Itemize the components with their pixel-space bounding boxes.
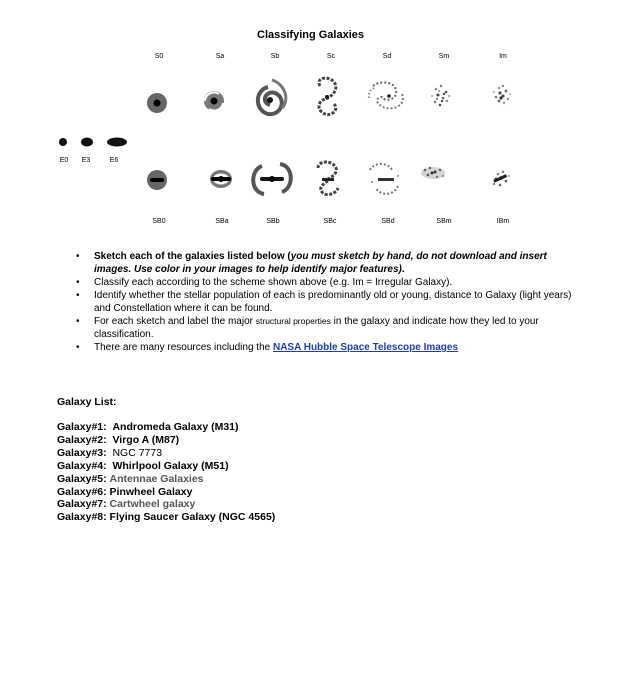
galaxy-list-title: Galaxy List: [57,396,117,408]
list-item: Galaxy#4: Whirlpool Galaxy (M51) [57,459,229,472]
label-sm: Sm [438,53,450,60]
label-sd: Sd [382,53,392,60]
label-e3: E3 [81,157,91,164]
galaxy-sbm-icon [421,167,445,179]
label-e0: E0 [59,157,69,164]
nasa-hubble-link[interactable]: NASA Hubble Space Telescope Images [272,342,459,353]
galaxy-list [57,421,275,524]
label-sbc: SBc [323,218,337,225]
label-im: Im [499,53,507,60]
galaxy-sbb-icon [253,164,291,194]
label-sc: Sc [326,53,336,60]
label-sb: Sb [270,53,280,60]
list-item: Galaxy#6: Pinwheel Galaxy [57,485,193,498]
instruction-identify: • Identify whether the stellar population of each is predominantly old or young, distance to Galaxy (light years) and Constellation where it can be found. [76,289,576,315]
label-sba: SBa [215,218,229,225]
galaxy-sd-icon [369,83,403,109]
instruction-sketch: • Sketch each of the galaxies listed below (you must sketch by hand, do not download and insert images. Use color in your images to help identify major features). [76,250,576,276]
list-item: Galaxy#8: Flying Saucer Galaxy (NGC 4565) [57,511,276,524]
galaxy-sbd-icon [370,164,399,194]
galaxy-sb0-icon [147,170,167,190]
hubble-tuning-fork-diagram [0,0,621,240]
label-sbd: SBd [381,218,395,225]
galaxy-im-icon [493,85,511,104]
galaxy-sb-icon [258,80,286,114]
galaxy-sm-icon [431,85,450,106]
label-sbb: SBb [266,218,280,225]
spiral-row [147,78,511,114]
list-item: Galaxy#2: Virgo A (M87) [57,433,180,446]
galaxy-sbc-icon [318,162,338,195]
instruction-label: • For each sketch and label the major structural properties in the galaxy and indicate how they led to your classification. [76,315,576,341]
galaxy-sba-icon [210,170,232,188]
label-sbm: SBm [436,218,452,225]
instruction-classify: • Classify each according to the scheme shown above (e.g. Im = Irregular Galaxy). [76,276,576,289]
instruction-resources: • There are many resources including the NASA Hubble Space Telescope Images [76,341,576,354]
galaxy-sa-icon [204,91,224,111]
galaxy-ibm-icon [493,171,510,187]
galaxy-s0-icon [147,93,167,113]
label-sb0: SB0 [152,218,166,225]
label-s0: S0 [154,53,164,60]
label-e6: E6 [109,157,119,164]
list-item: Galaxy#7: Cartwheel galaxy [57,498,196,511]
elliptical-galaxies [59,138,127,147]
list-item: Galaxy#5: Antennae Galaxies [57,472,204,485]
page-title: Classifying Galaxies [257,29,364,41]
list-item: Galaxy#3: NGC 7773 [57,446,163,459]
instructions-list [76,250,576,354]
galaxy-e3-icon [81,138,93,147]
list-item: Galaxy#1: Andromeda Galaxy (M31) [57,421,239,433]
barred-spiral-row [147,162,510,195]
galaxy-sc-icon [319,78,336,114]
label-ibm: IBm [496,218,510,225]
label-sa: Sa [215,53,225,60]
galaxy-e0-icon [59,138,67,146]
galaxy-e6-icon [107,138,127,147]
